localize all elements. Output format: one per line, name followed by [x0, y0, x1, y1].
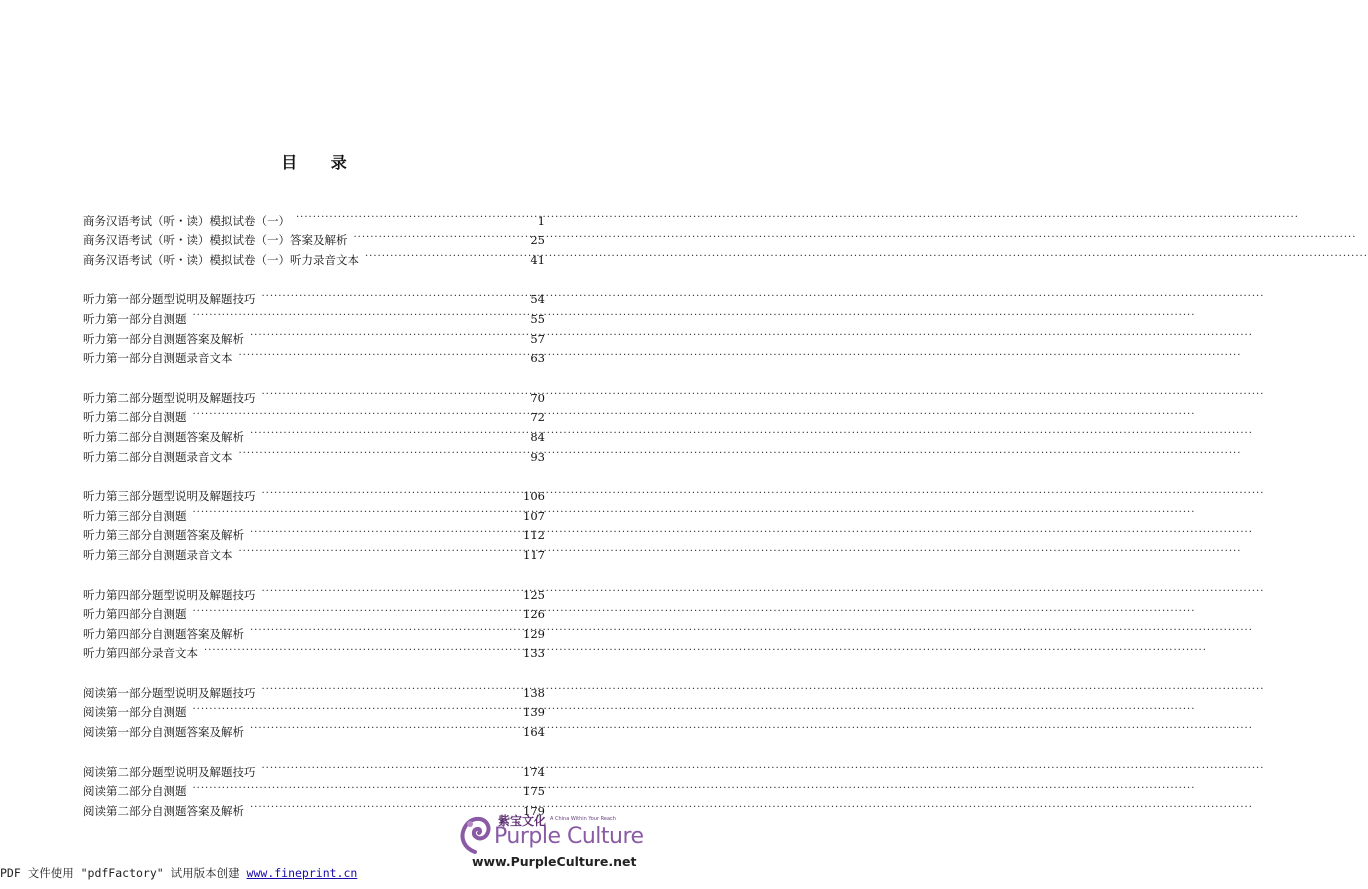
- toc-page-number: 1: [537, 213, 545, 228]
- toc-page-number: 57: [530, 331, 545, 346]
- footer-text: PDF 文件使用 "pdfFactory" 试用版本创建: [0, 866, 247, 880]
- toc-dot-leader: [239, 441, 527, 461]
- toc-page-number: 129: [523, 626, 545, 641]
- toc-entry-title: 听力第四部分自测题答案及解析: [83, 626, 244, 641]
- toc-page-number: 25: [530, 233, 545, 248]
- toc-group: [83, 756, 545, 818]
- brand-chinese-name: 紫宝文化: [498, 814, 547, 828]
- toc-entry-title: 阅读第一部分题型说明及解题技巧: [83, 685, 256, 700]
- toc-group: [83, 205, 545, 267]
- toc-entry[interactable]: [83, 579, 545, 602]
- toc-dot-leader: [193, 402, 527, 422]
- toc-entry-title: 阅读第二部分题型说明及解题技巧: [83, 764, 256, 779]
- toc-page-number: 107: [523, 508, 545, 523]
- toc-group: [83, 677, 545, 740]
- toc-dot-leader: [262, 284, 527, 304]
- toc-dot-leader: [262, 756, 520, 776]
- toc-group: [83, 579, 545, 661]
- toc-entry-title: 听力第二部分题型说明及解题技巧: [83, 390, 256, 405]
- toc-entry-title: 听力第二部分自测题: [83, 410, 187, 425]
- toc-dot-leader: [250, 618, 519, 638]
- toc-dot-leader: [204, 638, 519, 658]
- toc-entry-title: 听力第一部分题型说明及解题技巧: [83, 292, 256, 307]
- toc-dot-leader: [262, 481, 520, 501]
- toc-entry-title: 商务汉语考试（听・读）模拟试卷（一）: [83, 213, 290, 228]
- toc-entry-title: 阅读第一部分自测题答案及解析: [83, 725, 244, 740]
- toc-group: [83, 382, 545, 464]
- table-of-contents: [83, 205, 545, 835]
- toc-page-number: 55: [530, 311, 545, 326]
- toc-page-number: 70: [530, 390, 545, 405]
- toc-entry[interactable]: [83, 756, 545, 779]
- toc-entry-title: 听力第一部分自测题录音文本: [83, 351, 233, 366]
- toc-entry-title: 听力第三部分题型说明及解题技巧: [83, 489, 256, 504]
- toc-dot-leader: [262, 382, 527, 402]
- footer-link[interactable]: www.fineprint.cn: [246, 866, 358, 880]
- toc-page-number: 41: [530, 252, 545, 267]
- toc-page-number: 139: [523, 705, 545, 720]
- toc-dot-leader: [239, 343, 527, 363]
- toc-page-number: 117: [523, 547, 545, 562]
- toc-dot-leader: [250, 323, 526, 343]
- toc-page-number: 175: [523, 784, 545, 799]
- toc-page-number: 174: [523, 764, 545, 779]
- toc-page-number: 72: [530, 410, 545, 425]
- brand-url[interactable]: www.PurpleCulture.net: [472, 854, 637, 869]
- pdf-footer: [0, 865, 357, 881]
- toc-dot-leader: [193, 599, 520, 619]
- toc-entry-title: 听力第四部分自测题: [83, 607, 187, 622]
- toc-page-number: 93: [530, 449, 545, 464]
- toc-entry[interactable]: [83, 205, 545, 228]
- toc-page-number: 84: [530, 429, 545, 444]
- toc-page-number: 126: [523, 607, 545, 622]
- toc-entry-title: 听力第一部分自测题答案及解析: [83, 331, 244, 346]
- page-title: 目 录: [281, 153, 361, 172]
- toc-group: [83, 481, 545, 562]
- purple-culture-watermark: [458, 812, 644, 872]
- toc-entry[interactable]: [83, 382, 545, 405]
- toc-dot-leader: [354, 225, 527, 245]
- toc-page-number: 179: [523, 803, 545, 818]
- toc-page-number: 164: [523, 725, 545, 740]
- toc-dot-leader: [262, 677, 520, 697]
- toc-entry-title: 听力第三部分自测题: [83, 508, 187, 523]
- toc-entry-title: 阅读第一部分自测题: [83, 705, 187, 720]
- toc-entry[interactable]: [83, 284, 545, 307]
- toc-page-number: 138: [523, 685, 545, 700]
- toc-page-number: 112: [523, 528, 545, 543]
- toc-entry-title: 听力第四部分题型说明及解题技巧: [83, 587, 256, 602]
- purple-culture-logo-icon: [458, 814, 492, 854]
- toc-dot-leader: [365, 244, 526, 264]
- toc-group: [83, 284, 545, 366]
- toc-entry-title: 听力第三部分自测题答案及解析: [83, 528, 244, 543]
- toc-entry-title: 听力第一部分自测题: [83, 311, 187, 326]
- toc-dot-leader: [296, 205, 527, 225]
- toc-dot-leader: [239, 539, 520, 559]
- toc-dot-leader: [250, 716, 519, 736]
- toc-dot-leader: [193, 776, 520, 796]
- toc-page-number: 63: [530, 351, 545, 366]
- toc-entry-title: 听力第二部分自测题答案及解析: [83, 429, 244, 444]
- toc-page-number: 125: [523, 587, 545, 602]
- brand-name: Purple Culture: [494, 824, 644, 849]
- toc-dot-leader: [262, 579, 520, 599]
- toc-entry-title: 阅读第二部分自测题答案及解析: [83, 803, 244, 818]
- toc-dot-leader: [250, 421, 526, 441]
- toc-dot-leader: [193, 303, 527, 323]
- toc-dot-leader: [193, 500, 520, 520]
- toc-page-number: 133: [523, 646, 545, 661]
- toc-entry[interactable]: [83, 677, 545, 700]
- toc-page-number: 106: [523, 489, 545, 504]
- toc-entry-title: 商务汉语考试（听・读）模拟试卷（一）答案及解析: [83, 233, 348, 248]
- toc-entry-title: 阅读第二部分自测题: [83, 784, 187, 799]
- toc-entry[interactable]: [83, 481, 545, 504]
- toc-dot-leader: [250, 520, 519, 540]
- toc-entry-title: 听力第二部分自测题录音文本: [83, 449, 233, 464]
- toc-entry-title: 听力第三部分自测题录音文本: [83, 547, 233, 562]
- brand-tagline: A China Within Your Reach: [550, 816, 616, 822]
- toc-entry-title: 听力第四部分录音文本: [83, 646, 198, 661]
- toc-page-number: 54: [530, 292, 545, 307]
- toc-dot-leader: [193, 697, 520, 717]
- toc-entry-title: 商务汉语考试（听・读）模拟试卷（一）听力录音文本: [83, 252, 359, 267]
